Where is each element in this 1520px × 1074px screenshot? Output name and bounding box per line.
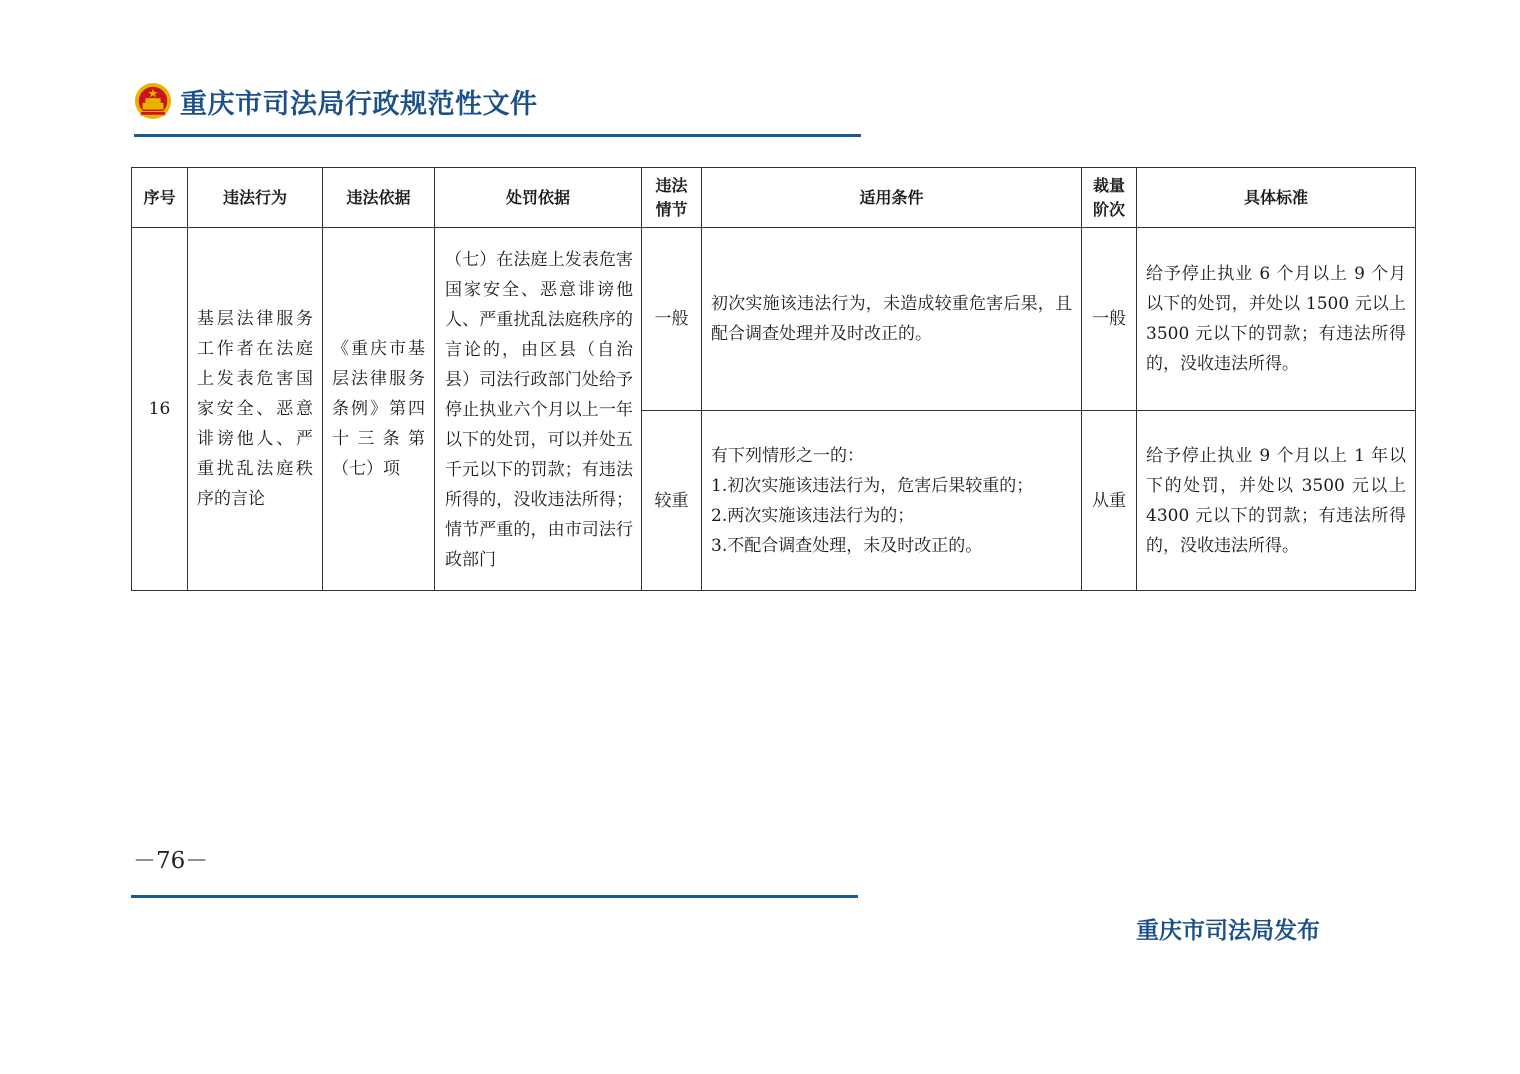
col-header-penalty-basis: 处罚依据 <box>435 168 642 228</box>
row-number-cell: 16 <box>132 228 188 591</box>
header-title: 重庆市司法局行政规范性文件 <box>180 88 538 120</box>
condition-cell-general <box>702 228 1082 411</box>
penalty-standard-table <box>131 167 1416 591</box>
col-header-number: 序号 <box>132 168 188 228</box>
col-header-plot <box>642 168 702 228</box>
national-emblem-icon <box>134 82 172 120</box>
condition-line: 初次实施该违法行为，未造成较重危害后果，且配合调查处理并及时改正的。 <box>711 294 1072 344</box>
plot-cell-serious: 较重 <box>642 411 702 591</box>
col-header-basis: 违法依据 <box>323 168 435 228</box>
col-header-behavior: 违法行为 <box>188 168 323 228</box>
table-row <box>132 228 1416 411</box>
document-header <box>134 78 538 124</box>
basis-cell: 《重庆市基层法律服务条例》第四十三条第（七）项 <box>323 228 435 591</box>
condition-cell-serious <box>702 411 1082 591</box>
condition-line: 3.不配合调查处理，未及时改正的。 <box>711 535 983 556</box>
plot-cell-general: 一般 <box>642 228 702 411</box>
standard-cell-serious: 给予停止执业 9 个月以上 1 年以下的处罚，并处以 3500 元以上 4300 元以下的罚款；有违法所得的，没收违法所得。 <box>1137 411 1416 591</box>
level-cell-general: 一般 <box>1082 228 1137 411</box>
header-divider <box>134 134 861 137</box>
condition-line: 有下列情形之一的： <box>711 445 864 466</box>
level-cell-serious: 从重 <box>1082 411 1137 591</box>
col-header-level <box>1082 168 1137 228</box>
col-header-standard: 具体标准 <box>1137 168 1416 228</box>
page-number: －76－ <box>133 848 209 874</box>
table-header-row <box>132 168 1416 228</box>
condition-line: 1.初次实施该违法行为，危害后果较重的； <box>711 475 1034 496</box>
col-header-plot-line2: 情节 <box>655 199 688 219</box>
condition-line: 2.两次实施该违法行为的； <box>711 505 915 526</box>
col-header-plot-line1: 违法 <box>655 175 688 195</box>
col-header-level-line2: 阶次 <box>1092 199 1125 219</box>
col-header-level-line1: 裁量 <box>1092 175 1125 195</box>
behavior-cell: 基层法律服务工作者在法庭上发表危害国家安全、恶意诽谤他人、严重扰乱法庭秩序的言论 <box>188 228 323 591</box>
footer-divider <box>131 895 858 898</box>
standard-cell-general: 给予停止执业 6 个月以上 9 个月以下的处罚，并处以 1500 元以上 3500 元以下的罚款；有违法所得的，没收违法所得。 <box>1137 228 1416 411</box>
col-header-condition: 适用条件 <box>702 168 1082 228</box>
penalty-basis-text: （七）在法庭上发表危害国家安全、恶意诽谤他人、严重扰乱法庭秩序的言论的，由区县（自治县）司法行政部门处给予停止执业六个月以上一年以下的处罚，可以并处五千元以下的罚款；有违法所得的，没收违法所得；情节严重的，由市司法行政部门 <box>445 250 633 570</box>
publisher-label: 重庆市司法局发布 <box>1136 918 1320 944</box>
penalty-basis-cell <box>435 228 642 591</box>
